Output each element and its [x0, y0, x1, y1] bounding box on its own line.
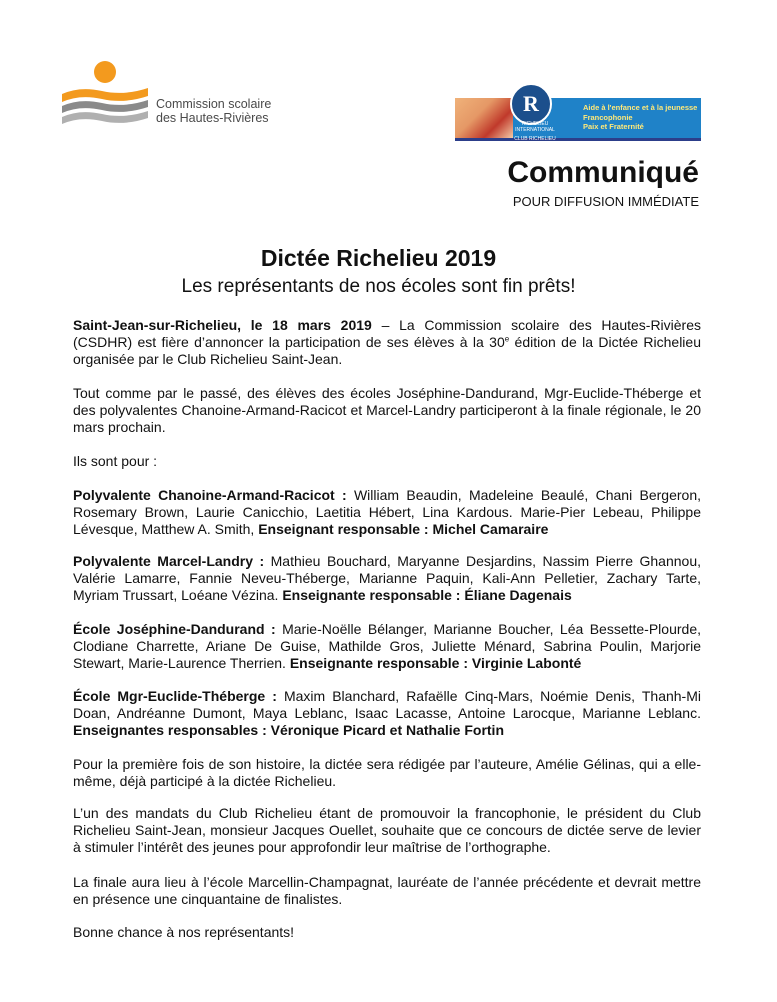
club-line2: ST-JEAN: [524, 142, 546, 148]
school-name: Polyvalente Chanoine-Armand-Racicot :: [73, 487, 347, 503]
student-list: Marie-Noëlle Bélanger, Marianne Boucher, Léa Bessette-Plourde, Clodiane Charrette, Ariane De Guise, Mathilde Gros, Juliette Ménard, Sabrina Poulin, Marjorie Stewart, Marie-Laurence Therrien.: [73, 621, 701, 671]
student-list: Mathieu Bouchard, Maryanne Desjardins, Nassim Pierre Ghannou, Valérie Lamarre, Fannie Neveu-Théberge, Marianne Paquin, Kali-Ann Pelletier, Zachary Tarte, Myriam Trussart, Loéane Vézina.: [73, 553, 701, 603]
dateline: Saint-Jean-sur-Richelieu, le 18 mars 2019: [73, 317, 372, 333]
school-block-theberge: [73, 688, 701, 739]
school-name: École Joséphine-Dandurand :: [73, 621, 276, 637]
teacher-responsible: Enseignante responsable : Virginie Labonté: [289, 655, 582, 671]
children-photo: [455, 98, 513, 138]
school-name: École Mgr-Euclide-Théberge :: [73, 688, 277, 704]
tagline-1: Aide à l'enfance et à la jeunesse: [583, 103, 698, 112]
teacher-responsible: Enseignant responsable : Michel Camaraire: [258, 521, 549, 537]
paragraph-mandate: L’un des mandats du Club Richelieu étant de promouvoir la francophonie, le président du Club Richelieu Saint-Jean, monsieur Jacques Ouellet, souhaite que ce concours de dictée serve de levier à stimuler l’intérêt des jeunes pour approfondir leur maîtrise de l’orthographe.: [73, 805, 701, 855]
communique-heading: Communiqué: [507, 156, 699, 189]
paragraph-finale: La finale aura lieu à l’école Marcellin-Champagnat, lauréate de l’année précédente et devrait mettre en présence une cinquantaine de finalistes.: [73, 874, 701, 907]
badge-line1: RICHELIEU: [521, 121, 549, 127]
csdhr-name: [156, 97, 271, 125]
tagline-3: Paix et Fraternité: [583, 122, 644, 131]
student-list: William Beaudin, Madeleine Beaulé, Chani Bergeron, Rosemary Brown, Laurie Canicchio, Laetitia Hébert, Lina Kardous. Marie-Pier Lebeau, Philippe Lévesque, Matthew A. Smith,: [73, 487, 701, 537]
document-subtitle: Les représentants de nos écoles sont fin prêts!: [181, 276, 576, 297]
tagline-2: Francophonie: [583, 112, 633, 122]
intro-text-b: édition de la Dictée Richelieu organisée par le Club Richelieu Saint-Jean.: [73, 334, 701, 367]
paragraph-intro: [73, 317, 701, 368]
richelieu-taglines: [583, 103, 697, 132]
csdhr-name-line2: des Hautes-Rivières: [156, 111, 269, 125]
school-name: Polyvalente Marcel-Landry :: [73, 553, 265, 569]
diffusion-note: POUR DIFFUSION IMMÉDIATE: [512, 194, 699, 209]
paragraph-closing: Bonne chance à nos représentants!: [73, 924, 295, 940]
csdhr-name-line1: Commission scolaire: [156, 97, 272, 111]
teacher-responsible: Enseignantes responsables : Véronique Picard et Nathalie Fortin: [73, 722, 504, 738]
school-block-racicot: [73, 487, 701, 538]
student-list: Maxim Blanchard, Rafaëlle Cinq-Mars, Noémie Denis, Thanh-Mi Doan, Andréanne Dumont, Maya Leblanc, Isaac Lacasse, Antoine Larocque, Marianne Leblanc.: [73, 688, 701, 721]
badge-line2: INTERNATIONAL: [515, 127, 555, 133]
richelieu-badge: [510, 83, 552, 125]
teacher-responsible: Enseignante responsable : Éliane Dagenais: [282, 587, 572, 603]
richelieu-badge-text: [508, 121, 562, 148]
intro-text-a: – La Commission scolaire des Hautes-Rivières (CSDHR) est fière d’annoncer la participation de ses élèves à la 30: [73, 317, 702, 350]
paragraph-author: Pour la première fois de son histoire, la dictée sera rédigée par l’auteure, Amélie Gélinas, qui a elle-même, déjà participé à la dictée Richelieu.: [73, 756, 701, 789]
paragraph-schools: Tout comme par le passé, des élèves des écoles Joséphine-Dandurand, Mgr-Euclide-Théberge et des polyvalentes Chanoine-Armand-Racicot et Marcel-Landry participeront à la finale régionale, le 20 mars prochain.: [73, 385, 701, 435]
school-block-dandurand: [73, 621, 701, 672]
richelieu-badge-letter: R: [523, 91, 539, 116]
school-block-marcel-landry: [73, 553, 701, 604]
ordinal-suffix: e: [504, 334, 510, 344]
paragraph-list-intro: Ils sont pour :: [73, 453, 158, 469]
document-title: Dictée Richelieu 2019: [260, 245, 497, 271]
club-line1: CLUB RICHELIEU: [514, 136, 556, 142]
